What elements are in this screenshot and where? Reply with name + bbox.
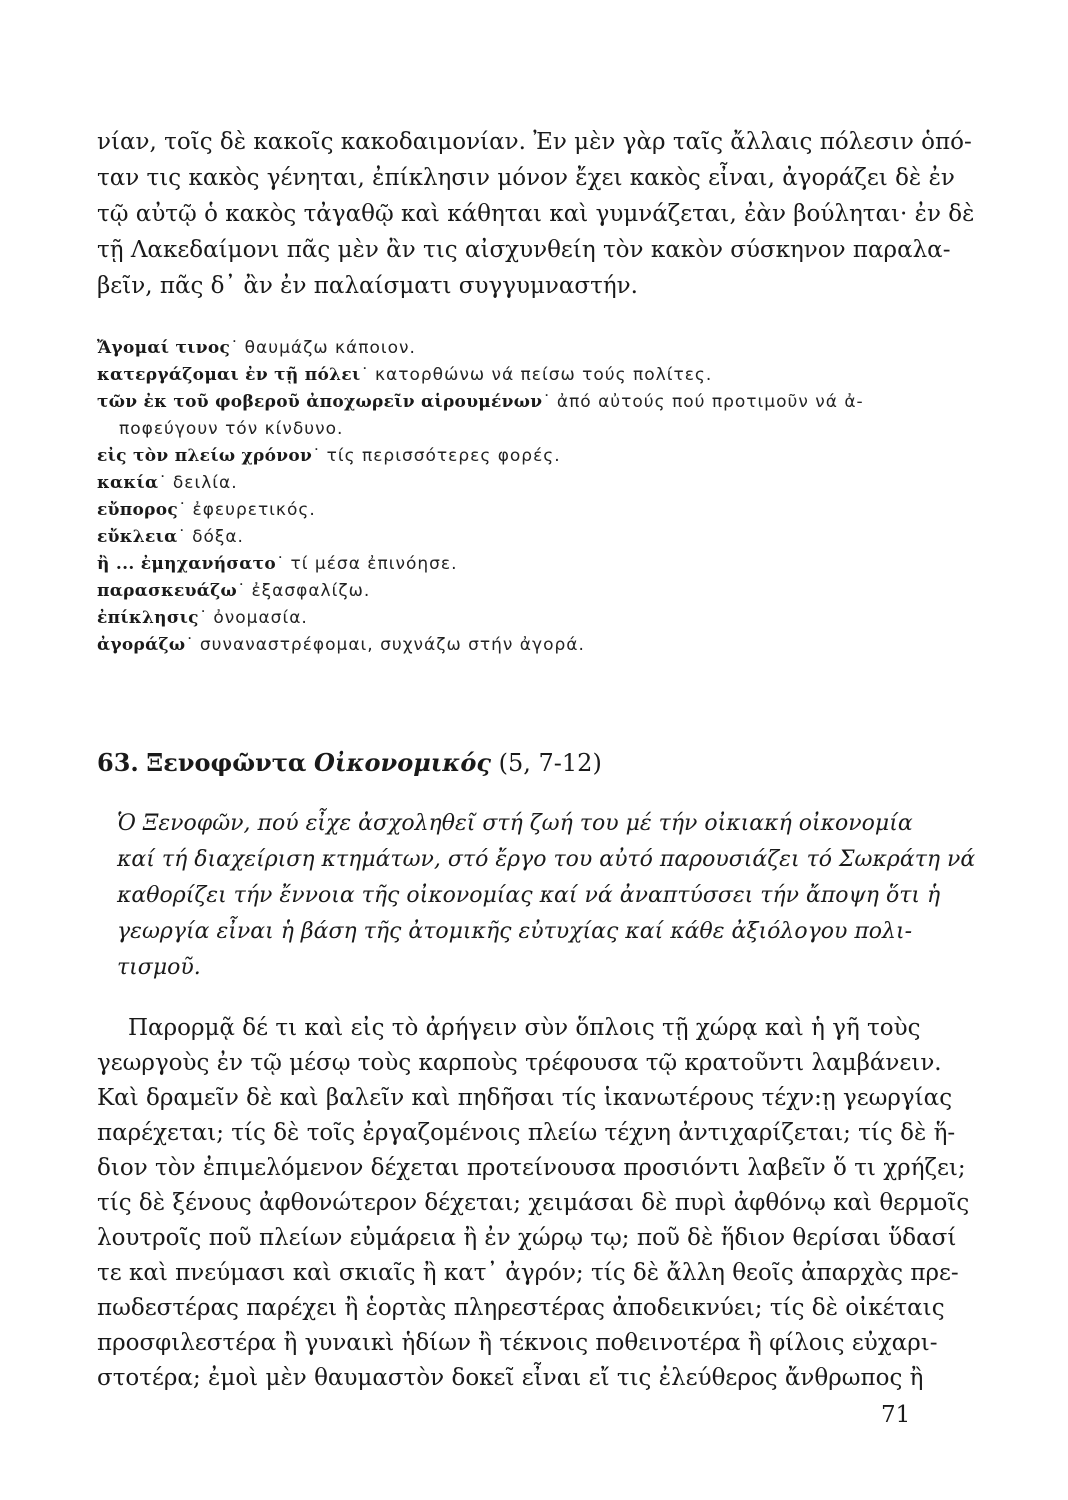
glossary-definition: ὀνομασία. <box>213 608 308 628</box>
glossary-entry: εὔκλεια˙ δόξα. <box>97 527 244 547</box>
section-work-title: Οἰκονομικός <box>314 748 491 777</box>
section-introduction <box>97 806 976 986</box>
page-number: 71 <box>881 1402 911 1428</box>
intro-line: τισμοῦ. <box>117 955 201 980</box>
passage-line: νίαν, τοῖς δὲ κακοῖς κακοδαιμονίαν. Ἐν μὲν γὰρ ταῖς ἄλλαις πόλεσιν ὁπό- <box>97 129 972 155</box>
glossary-entry-continuation <box>97 416 907 443</box>
glossary <box>97 335 907 659</box>
glossary-term: ἐπίκλησις <box>97 608 199 628</box>
glossary-term: εἰς τὸν πλείω χρόνον <box>97 446 313 466</box>
section-number: 63. <box>97 748 139 777</box>
ancient-greek-passage <box>97 124 975 304</box>
glossary-definition: ἐφευρετικός. <box>192 500 316 520</box>
passage-line: τῷ αὐτῷ ὁ κακὸς τἀγαθῷ καὶ κάθηται καὶ γυμνάζεται, ἐὰν βούληται· ἐν δὲ <box>97 201 975 227</box>
glossary-definition: τί μέσα ἐπινόησε. <box>290 554 458 574</box>
glossary-term: ἀγοράζω <box>97 635 186 655</box>
text-line: τίς δὲ ξένους ἀφθονώτερον δέχεται; χειμάσαι δὲ πυρὶ ἀφθόνῳ καὶ θερμοῖς <box>97 1190 970 1216</box>
section-reference: (5, 7-12) <box>498 749 602 777</box>
glossary-definition: δειλία. <box>172 473 238 493</box>
glossary-entry: εἰς τὸν πλείω χρόνον˙ τίς περισσότερες φορές. <box>97 446 561 466</box>
text-line: γεωργοὺς ἐν τῷ μέσῳ τοὺς καρποὺς τρέφουσα τῷ κρατοῦντι λαμβάνειν. <box>97 1050 942 1076</box>
text-line: προσφιλεστέρα ἢ γυναικὶ ἡδίων ἢ τέκνοις ποθεινοτέρα ἢ φίλοις εὐχαρι- <box>97 1330 938 1356</box>
text-line: Παρορμᾷ δέ τι καὶ εἰς τὸ ἀρήγειν σὺν ὅπλοις τῇ χώρᾳ καὶ ἡ γῆ τοὺς <box>128 1015 921 1041</box>
glossary-entry: ἢ ... ἐμηχανήσατο˙ τί μέσα ἐπινόησε. <box>97 554 458 574</box>
section-author: Ξενοφῶντα <box>146 748 307 777</box>
intro-line: καί τή διαχείριση κτημάτων, στό ἔργο του αὐτό παρουσιάζει τό Σωκράτη νά <box>117 847 976 872</box>
glossary-entry: τῶν ἐκ τοῦ φοβεροῦ ἀποχωρεῖν αἱρουμένων˙ ἀπό αὐτούς πού προτιμοῦν νά ἀ- <box>97 392 864 412</box>
glossary-definition: θαυμάζω κάποιον. <box>244 338 416 358</box>
intro-line: Ὁ Ξενοφῶν, πού εἶχε ἀσχοληθεῖ στή ζωή του μέ τήν οἰκιακή οἰκονομία <box>117 811 913 836</box>
glossary-term: κακία <box>97 473 159 493</box>
glossary-entry: παρασκευάζω˙ ἐξασφαλίζω. <box>97 581 371 601</box>
glossary-definition: κατορθώνω νά πείσω τούς πολίτες. <box>375 365 713 385</box>
glossary-definition: ἐξασφαλίζω. <box>251 581 371 601</box>
glossary-term: εὔκλεια <box>97 527 178 547</box>
glossary-definition: συναναστρέφομαι, συχνάζω στήν ἀγορά. <box>199 635 585 655</box>
glossary-term: εὔπορος <box>97 500 179 520</box>
glossary-term: παρασκευάζω <box>97 581 237 601</box>
text-line: λουτροῖς ποῦ πλείων εὐμάρεια ἢ ἐν χώρῳ τῳ; ποῦ δὲ ἥδιον θερίσαι ὕδασί <box>97 1225 957 1251</box>
glossary-term: ἢ ... ἐμηχανήσατο <box>97 554 277 574</box>
glossary-term: κατεργάζομαι ἐν τῇ πόλει <box>97 365 361 385</box>
glossary-entry: ἐπίκλησις˙ ὀνομασία. <box>97 608 308 628</box>
glossary-entry: Ἄγομαί τινος˙ θαυμάζω κάποιον. <box>97 338 416 358</box>
section-heading <box>97 748 602 777</box>
main-greek-text <box>97 1011 970 1396</box>
intro-line: γεωργία εἶναι ἡ βάση τῆς ἀτομικῆς εὐτυχίας καί κάθε ἀξιόλογου πολι- <box>117 919 913 944</box>
glossary-entry: εὔπορος˙ ἐφευρετικός. <box>97 500 316 520</box>
glossary-term: Ἄγομαί τινος <box>97 338 231 358</box>
glossary-entry: κατεργάζομαι ἐν τῇ πόλει˙ κατορθώνω νά πείσω τούς πολίτες. <box>97 365 713 385</box>
text-line: στοτέρα; ἐμοὶ μὲν θαυμαστὸν δοκεῖ εἶναι εἴ τις ἐλεύθερος ἄνθρωπος ἢ <box>97 1365 924 1391</box>
glossary-definition: τίς περισσότερες φορές. <box>326 446 561 466</box>
intro-line: καθορίζει τήν ἔννοια τῆς οἰκονομίας καί νά ἀναπτύσσει τήν ἄποψη ὅτι ἡ <box>117 883 941 908</box>
passage-line: ταν τις κακὸς γένηται, ἐπίκλησιν μόνον ἔχει κακὸς εἶναι, ἀγοράζει δὲ ἐν <box>97 165 955 191</box>
glossary-definition: δόξα. <box>192 527 244 547</box>
text-line: Καὶ δραμεῖν δὲ καὶ βαλεῖν καὶ πηδῆσαι τίς ἱκανωτέρους τέχν:ῃ γεωργίας <box>97 1085 953 1111</box>
glossary-definition: ἀπό αὐτούς πού προτιμοῦν νά ἀ- <box>556 392 864 412</box>
text-line: πωδεστέρας παρέχει ἢ ἑορτὰς πληρεστέρας ἀποδεικνύει; τίς δὲ οἰκέταις <box>97 1295 945 1321</box>
glossary-definition: ποφεύγουν τόν κίνδυνο. <box>119 419 344 439</box>
glossary-term: τῶν ἐκ τοῦ φοβεροῦ ἀποχωρεῖν αἱρουμένων <box>97 392 543 412</box>
glossary-entry: κακία˙ δειλία. <box>97 473 238 493</box>
passage-line: βεῖν, πᾶς δ᾽ ἂν ἐν παλαίσματι συγγυμναστήν. <box>97 273 638 299</box>
text-line: τε καὶ πνεύμασι καὶ σκιαῖς ἢ κατ᾽ ἀγρόν; τίς δὲ ἄλλη θεοῖς ἀπαρχὰς πρε- <box>97 1260 959 1286</box>
passage-line: τῇ Λακεδαίμονι πᾶς μὲν ἂν τις αἰσχυνθείη τὸν κακὸν σύσκηνον παραλα- <box>97 237 951 263</box>
text-line: παρέχεται; τίς δὲ τοῖς ἐργαζομένοις πλείω τέχνη ἀντιχαρίζεται; τίς δὲ ἥ- <box>97 1120 956 1146</box>
glossary-entry: ἀγοράζω˙ συναναστρέφομαι, συχνάζω στήν ἀγορά. <box>97 635 585 655</box>
text-line: διον τὸν ἐπιμελόμενον δέχεται προτείνουσα προσιόντι λαβεῖν ὅ τι χρήζει; <box>97 1155 966 1181</box>
